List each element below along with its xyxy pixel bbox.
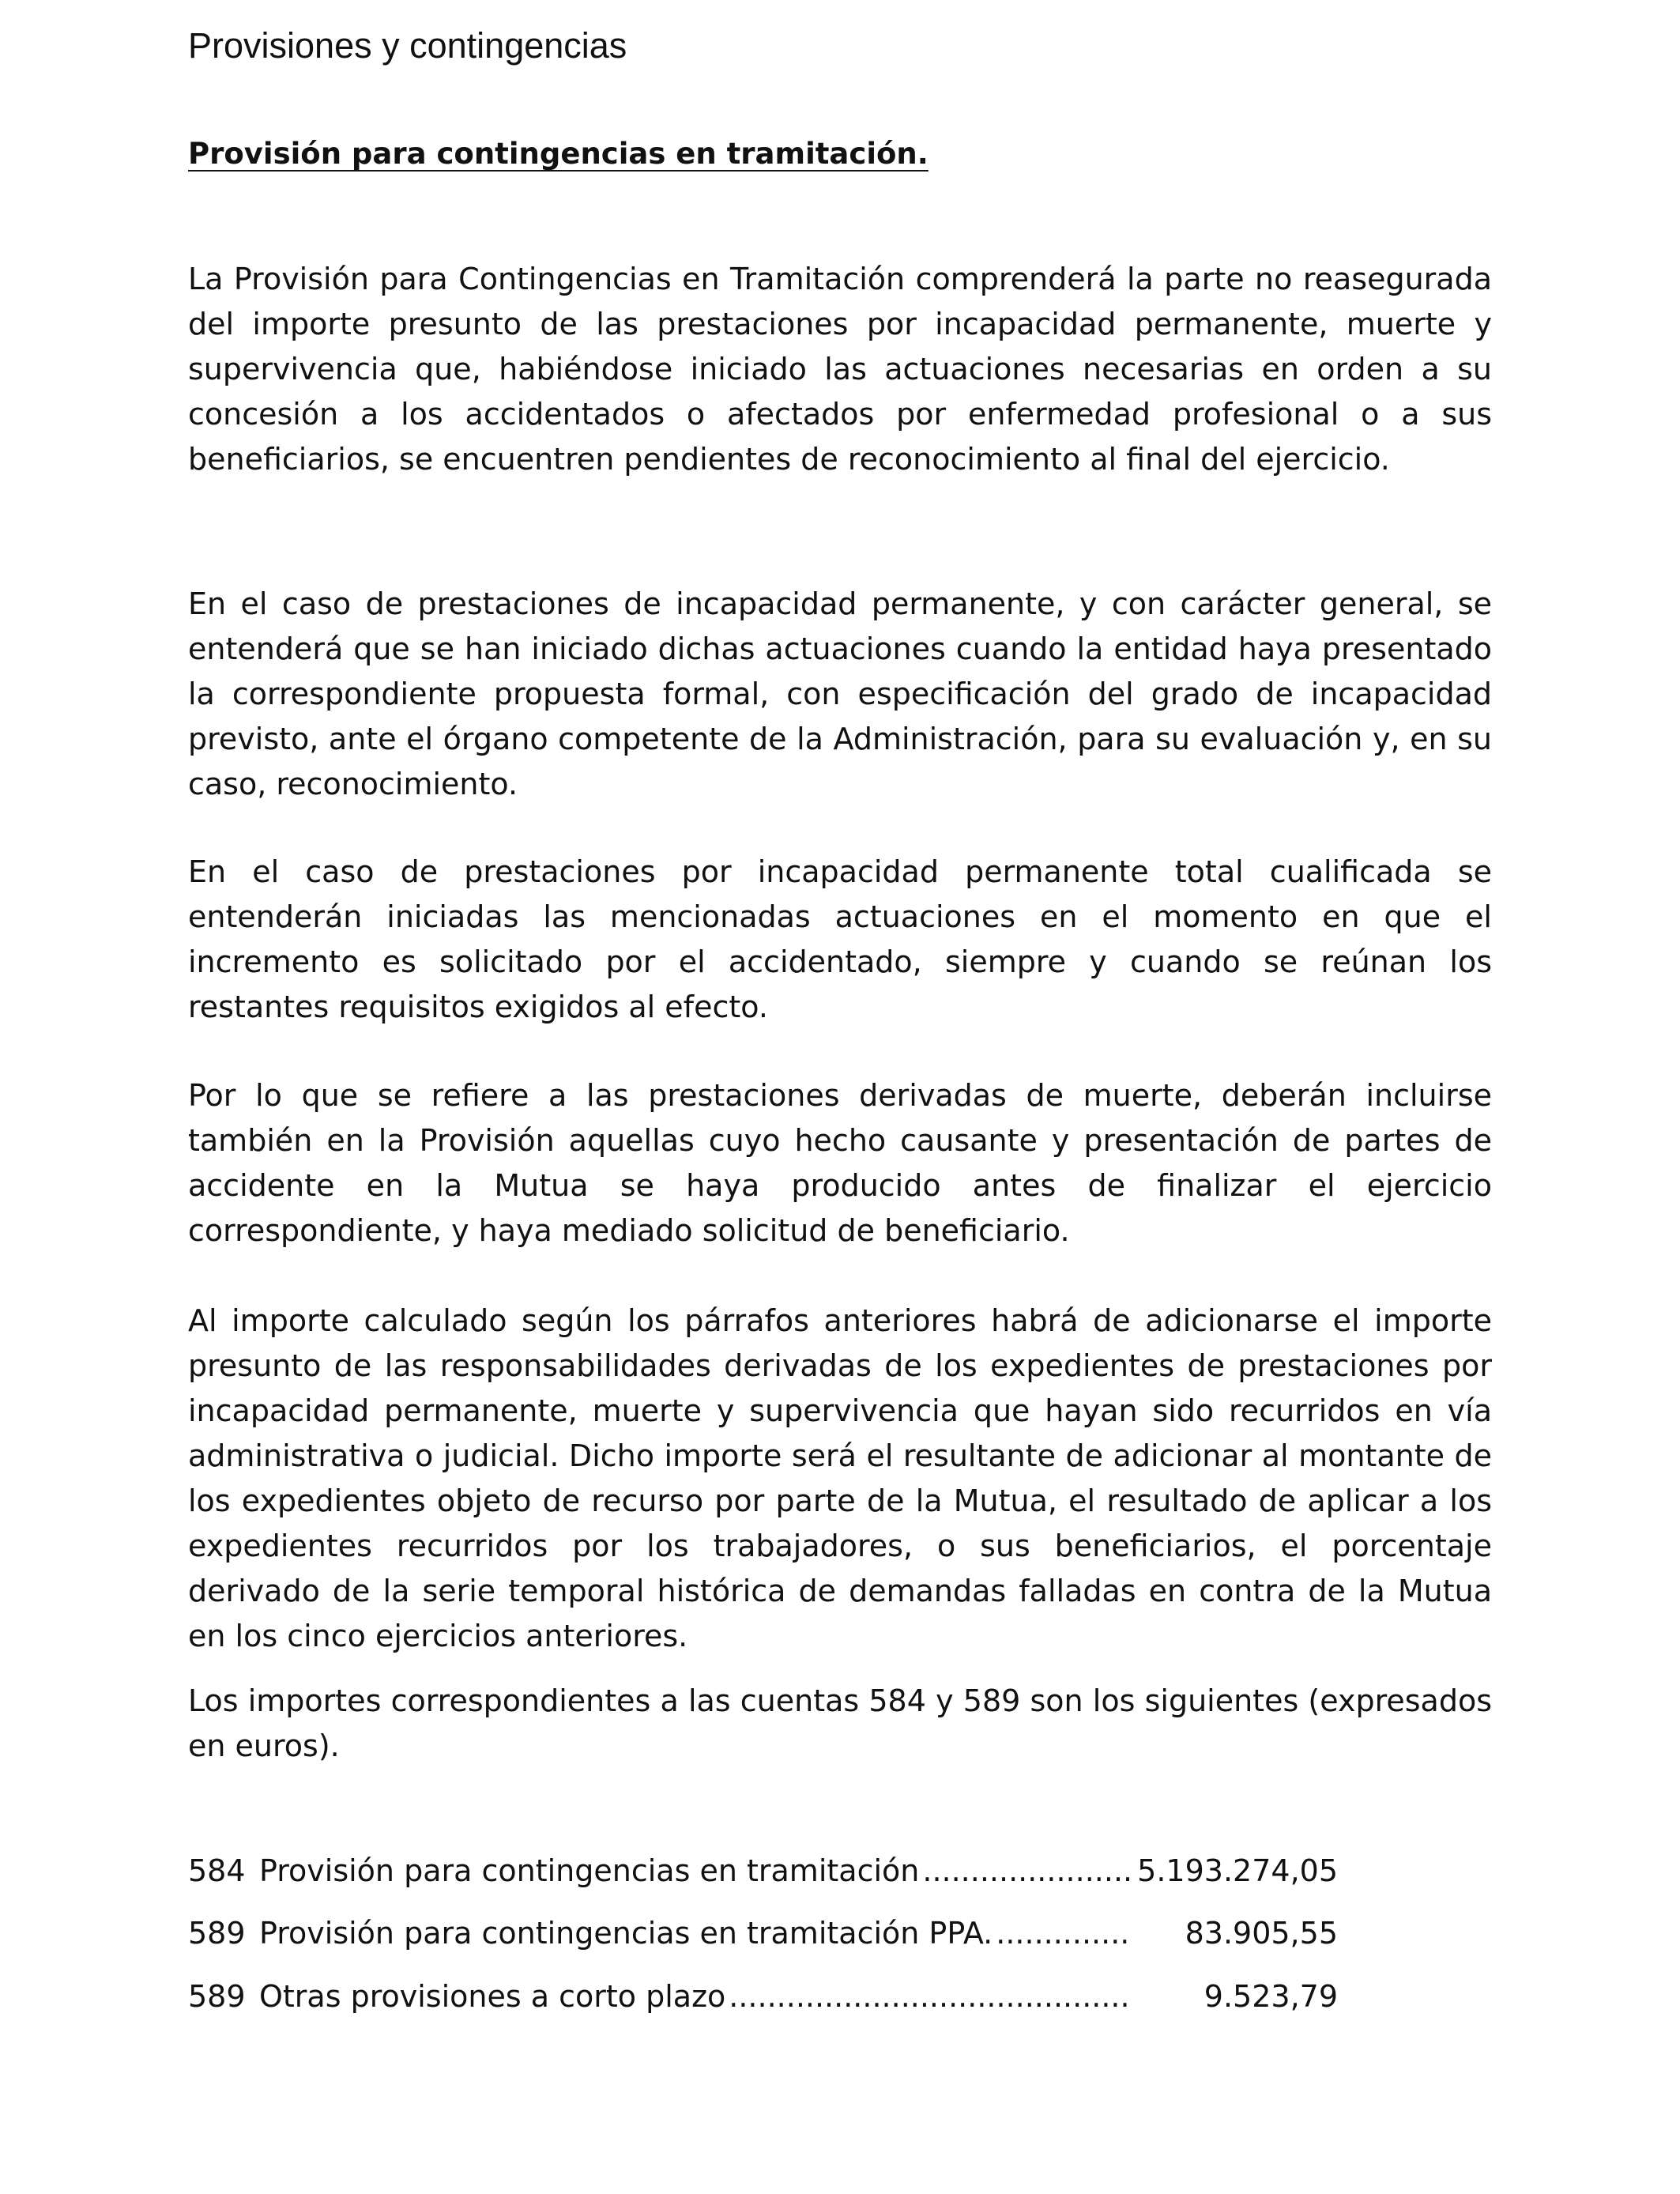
account-amount: 5.193.274,05 (1137, 1853, 1338, 1888)
account-code: 584 (188, 1853, 246, 1888)
account-amount: 83.905,55 (1185, 1916, 1338, 1951)
page-title: Provisiones y contingencias (188, 25, 627, 66)
paragraph-importes-cuentas: Los importes correspondientes a las cuentas 584 y 589 son los siguientes (expresados en euros). (188, 1683, 1492, 1763)
dot-leader (922, 1847, 1132, 1894)
account-amount: 9.523,79 (1203, 1979, 1338, 2014)
account-row (188, 1973, 1338, 2020)
account-code: 589 (188, 1979, 246, 2014)
paragraph-prestaciones-muerte: Por lo que se refiere a las prestaciones derivadas de muerte, deberán incluirse también en la Provisión aquellas cuyo hecho causante y presentación de partes de accidente en la Mutua se haya producido antes de finalizar el ejercicio correspondiente, y haya mediado solicitud de beneficiario. (188, 1078, 1492, 1248)
paragraph-importe-recurridos: Al importe calculado según los párrafos anteriores habrá de adicionarse el importe presunto de las responsabilidades derivadas de los expedientes de prestaciones por incapacidad permanente, muerte y supervivencia que hayan sido recurridos en vía administrativa o judicial. Dicho importe será el resultante de adicionar al montante de los expedientes objeto de recurso por parte de la Mutua, el resultado de aplicar a los expedientes recurridos por los trabajadores, o sus beneficiarios, el porcentaje derivado de la serie temporal histórica de demandas falladas en contra de la Mutua en los cinco ejercicios anteriores. (188, 1303, 1492, 1653)
account-row (188, 1847, 1338, 1894)
dot-leader (729, 1973, 1132, 2020)
account-code: 589 (188, 1916, 246, 1951)
paragraph-incapacidad-total-cualificada: En el caso de prestaciones por incapacidad permanente total cualificada se entenderán iniciadas las mencionadas actuaciones en el momento en que el incremento es solicitado por el accidentado, siempre y cuando se reúnan los restantes requisitos exigidos al efecto. (188, 854, 1492, 1024)
section-heading: Provisión para contingencias en tramitación. (188, 137, 929, 171)
dot-leader (996, 1909, 1132, 1957)
account-label: Otras provisiones a corto plazo (259, 1979, 726, 2014)
account-label: Provisión para contingencias en tramitación PPA. (259, 1916, 993, 1951)
paragraph-definition: La Provisión para Contingencias en Tramitación comprenderá la parte no reasegurada del importe presunto de las prestaciones por incapacidad permanente, muerte y supervivencia que, habiéndose iniciado las actuaciones necesarias en orden a su concesión a los accidentados o afectados por enfermedad profesional o a sus beneficiarios, se encuentren pendientes de reconocimiento al final del ejercicio. (188, 262, 1492, 477)
paragraph-incapacidad-permanente: En el caso de prestaciones de incapacidad permanente, y con carácter general, se entenderá que se han iniciado dichas actuaciones cuando la entidad haya presentado la correspondiente propuesta formal, con especificación del grado de incapacidad previsto, ante el órgano competente de la Administración, para su evaluación y, en su caso, reconocimiento. (188, 586, 1492, 801)
account-label: Provisión para contingencias en tramitación (259, 1853, 920, 1888)
account-row (188, 1909, 1338, 1957)
